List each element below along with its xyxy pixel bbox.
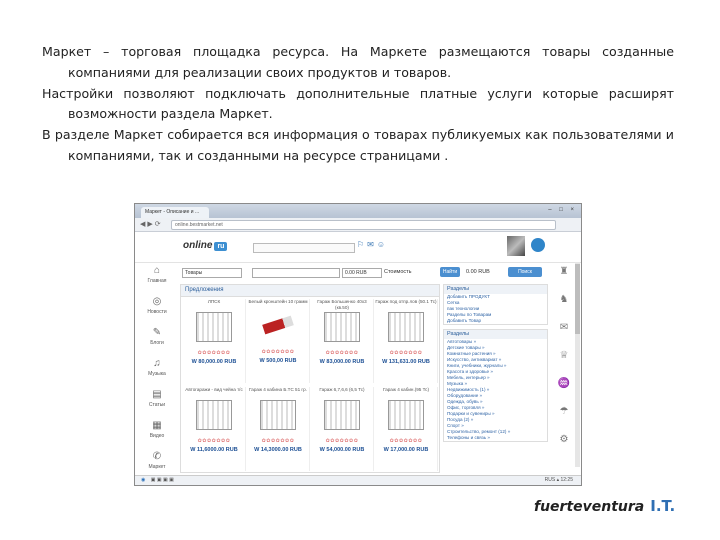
product-image xyxy=(324,400,360,430)
category-link[interactable]: Мебель, интерьер » xyxy=(447,375,490,380)
category-link[interactable]: Посуда (2) » xyxy=(447,417,474,422)
category-link[interactable]: Детские товары » xyxy=(447,345,485,350)
price-from-input[interactable]: 0.00 RUB xyxy=(342,268,382,278)
panel-title: Предложения xyxy=(181,285,439,297)
product-card[interactable]: ЛПСК ✿✿✿✿✿✿✿ W 80,000.00 RUB xyxy=(183,299,246,383)
rating-stars: ✿✿✿✿✿✿✿ xyxy=(261,349,295,355)
category-link[interactable]: Офис, торговля » xyxy=(447,405,485,410)
rating-stars: ✿✿✿✿✿✿✿ xyxy=(325,438,359,444)
price-to-label: 0.00 RUB xyxy=(466,269,490,275)
scroll-thumb[interactable] xyxy=(575,264,580,334)
paragraph-market-intro: Маркет – торговая площадка ресурса. На Маркете размещаются товары созданные компаниями для реализации своих продуктов и товаров. xyxy=(42,44,674,80)
category-link[interactable]: Оборудование » xyxy=(447,393,483,398)
category-select[interactable]: Товары xyxy=(182,268,242,278)
categories-block xyxy=(443,329,548,442)
side-links-title: Разделы xyxy=(444,285,547,294)
scrollbar[interactable] xyxy=(575,262,580,467)
rating-stars: ✿✿✿✿✿✿✿ xyxy=(389,350,423,356)
right-nav-icon[interactable]: ♒ xyxy=(557,378,571,389)
paragraph-settings: Настройки позволяют подключать дополнительные платные услуги которые расширят возможности раздела Маркет. xyxy=(42,85,674,122)
side-link[interactable]: Добавить Товар xyxy=(447,318,482,323)
product-image xyxy=(324,312,360,342)
rating-stars: ✿✿✿✿✿✿✿ xyxy=(325,350,359,356)
category-link[interactable]: Книги, учебники, журналы » xyxy=(447,363,507,368)
side-link[interactable]: пак технологии xyxy=(447,306,480,311)
categories-title: Разделы xyxy=(444,330,547,339)
product-image xyxy=(388,400,424,430)
left-nav-item[interactable]: ⌂ Главная xyxy=(147,265,167,284)
product-card[interactable]: Гараж под отпр.лов (50.1 Тс) ✿✿✿✿✿✿✿ W 131,631.00 RUB xyxy=(375,299,438,383)
slide-body xyxy=(42,42,674,167)
rating-stars: ✿✿✿✿✿✿✿ xyxy=(389,438,423,444)
product-image xyxy=(196,400,232,430)
right-nav-icon[interactable]: ♕ xyxy=(559,350,569,361)
filter-search-input[interactable] xyxy=(252,268,340,278)
right-nav xyxy=(553,266,575,462)
product-card[interactable]: Белый кронштейн 10 грамм ✿✿✿✿✿✿✿ W 500,00 RUB xyxy=(247,299,310,383)
right-nav-icon[interactable]: ♜ xyxy=(559,266,569,277)
market-screenshot xyxy=(134,203,582,486)
product-image xyxy=(260,400,296,430)
find-button[interactable]: Найти xyxy=(440,267,460,277)
side-link[interactable]: Сетка xyxy=(447,300,460,305)
right-nav-icon[interactable]: ✉ xyxy=(559,322,569,333)
product-card[interactable]: Гараж 6,7,6,6 (6,5 Тс) ✿✿✿✿✿✿✿ W 54,000.00 RUB xyxy=(311,387,374,471)
left-nav-item[interactable]: ▦ Видео xyxy=(149,420,165,439)
product-image xyxy=(388,312,424,342)
category-link[interactable]: Комнатные растения » xyxy=(447,351,496,356)
product-image xyxy=(262,316,294,335)
left-nav-item[interactable]: ▤ Статьи xyxy=(148,389,166,408)
header-search-input[interactable] xyxy=(253,243,355,253)
category-link[interactable]: Подарки и сувениры » xyxy=(447,411,495,416)
nav-arrows-icon[interactable]: ◀▶⟳ xyxy=(140,221,163,228)
rating-stars: ✿✿✿✿✿✿✿ xyxy=(261,438,295,444)
site-header xyxy=(135,232,581,263)
header-icons[interactable]: ⚐✉☺ xyxy=(357,240,389,249)
tray-text: RUS ▴ 12:25 xyxy=(544,477,573,483)
browser-titlebar xyxy=(135,204,581,218)
price-label: Стоимость xyxy=(384,269,412,275)
product-card[interactable]: Автогаражи - вид чейна т/с ✿✿✿✿✿✿✿ W 11,6000.00 RUB xyxy=(183,387,246,471)
product-card[interactable]: Гараж 4 кабина Б.ТС 51 гр. ✿✿✿✿✿✿✿ W 14,3000.00 RUB xyxy=(247,387,310,471)
site-logo[interactable]: online ru xyxy=(183,240,227,251)
product-card[interactable]: Гараж Большенко 40х3 (кв.50) ✿✿✿✿✿✿✿ W 83,000.00 RUB xyxy=(311,299,374,383)
taskbar-apps[interactable]: ▣ ▣ ▣ ▣ xyxy=(150,477,174,483)
category-link[interactable]: Спорт » xyxy=(447,423,464,428)
address-bar[interactable]: online.bestmarket.net xyxy=(171,220,556,230)
footer-logo: fuerteventura I.T. xyxy=(534,497,676,515)
product-panel xyxy=(180,284,440,473)
product-image xyxy=(196,312,232,342)
window-controls[interactable]: – □ × xyxy=(548,207,577,213)
category-link[interactable]: Красота и здоровье » xyxy=(447,369,493,374)
side-panel xyxy=(443,284,548,471)
brand-icon xyxy=(531,238,545,252)
browser-toolbar xyxy=(135,218,581,232)
rating-stars: ✿✿✿✿✿✿✿ xyxy=(197,438,231,444)
category-link[interactable]: Автотовары » xyxy=(447,339,477,344)
paragraph-market-content: В разделе Маркет собирается вся информация о товарах публикуемых как пользователями и компаниями, так и созданными на ресурсе страницами . xyxy=(42,127,674,163)
left-nav-item[interactable]: ✎ Блоги xyxy=(150,327,164,346)
side-link[interactable]: Добавить ПРОДУКТ xyxy=(447,294,490,299)
category-link[interactable]: Одежда, обувь » xyxy=(447,399,483,404)
left-nav-item[interactable]: ♫ Музыка xyxy=(148,358,166,377)
category-link[interactable]: Строительство, ремонт (12) » xyxy=(447,429,511,434)
left-nav-item[interactable]: ◎ Новости xyxy=(147,296,167,315)
filter-bar xyxy=(180,266,548,279)
left-nav-item[interactable]: ✆ Маркет xyxy=(148,451,166,470)
search-button[interactable]: Поиск xyxy=(508,267,542,277)
browser-tab[interactable]: Маркет - Описание и ... xyxy=(141,207,209,218)
category-link[interactable]: Искусство, антиквариат » xyxy=(447,357,502,362)
taskbar xyxy=(135,475,581,485)
left-nav xyxy=(140,264,174,481)
rating-stars: ✿✿✿✿✿✿✿ xyxy=(197,350,231,356)
right-nav-icon[interactable]: ☂ xyxy=(559,406,569,417)
right-nav-icon[interactable]: ⚙ xyxy=(559,434,569,445)
side-links-block xyxy=(443,284,548,325)
category-link[interactable]: Телефоны и связь » xyxy=(447,435,490,440)
right-nav-icon[interactable]: ♞ xyxy=(559,294,569,305)
product-card[interactable]: Гараж 4 кабин.(95 Тс) ✿✿✿✿✿✿✿ W 17,000.00 RUB xyxy=(375,387,438,471)
side-link[interactable]: Разделы по Товарам xyxy=(447,312,492,317)
category-link[interactable]: Музыка » xyxy=(447,381,468,386)
avatar[interactable] xyxy=(507,236,525,256)
start-icon[interactable]: ◉ xyxy=(141,477,146,483)
category-link[interactable]: Недвижимость (1) » xyxy=(447,387,490,392)
